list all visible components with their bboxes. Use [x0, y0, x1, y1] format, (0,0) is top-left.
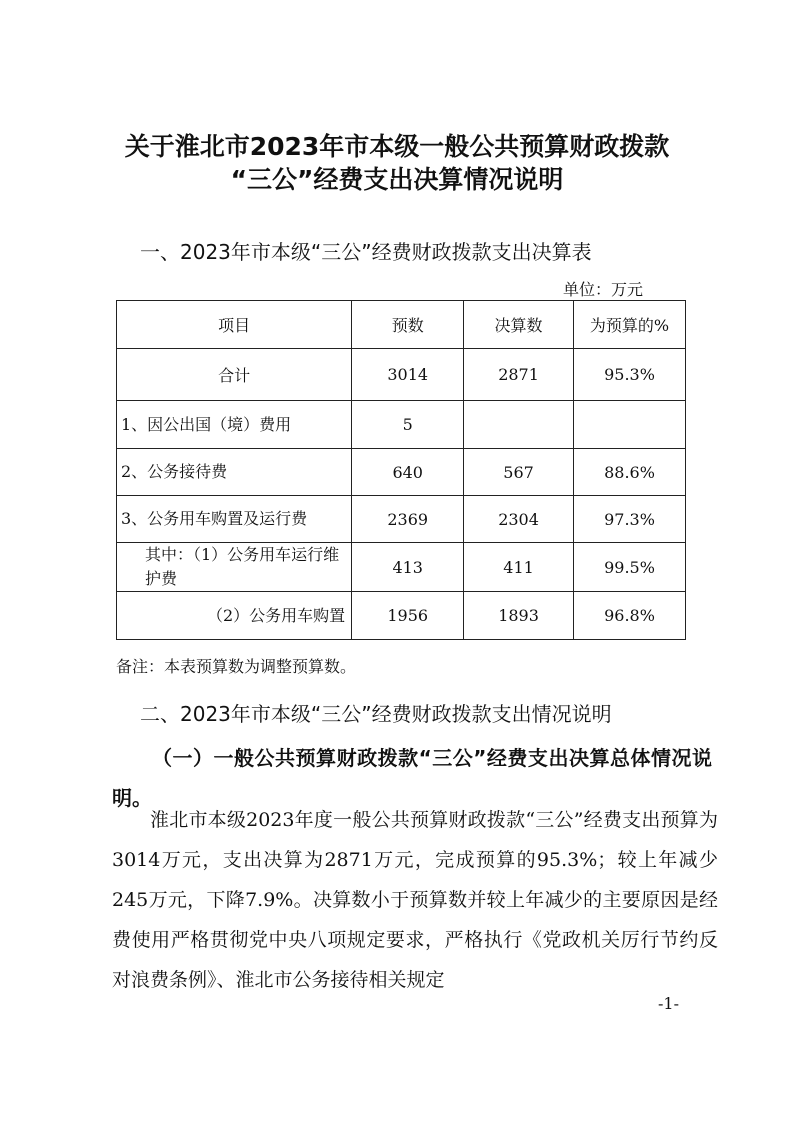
row-actual: [464, 401, 574, 449]
row-percent: 95.3%: [573, 349, 685, 401]
table-header-row: [117, 301, 686, 349]
table-row: [117, 349, 686, 401]
table-row: [117, 449, 686, 496]
header-budget: 预数: [352, 301, 464, 349]
row-actual: 2304: [464, 496, 574, 543]
row-actual: 411: [464, 543, 574, 592]
row-item: 2、公务接待费: [117, 449, 352, 496]
row-budget: 413: [352, 543, 464, 592]
section-2-heading: 二、2023年市本级“三公”经费财政拨款支出情况说明: [140, 702, 612, 726]
unit-label: 单位：万元: [563, 280, 644, 299]
row-item: 合计: [117, 349, 352, 401]
table-note: 备注：本表预算数为调整预算数。: [116, 657, 357, 676]
row-item: 1、因公出国（境）费用: [117, 401, 352, 449]
row-budget: 2369: [352, 496, 464, 543]
body-paragraph: 淮北市本级2023年度一般公共预算财政拨款“三公”经费支出预算为3014万元，支出决算为2871万元，完成预算的95.3%；较上年减少245万元，下降7.9%。决算数小于预算数并较上年减少的主要原因是经费使用严格贯彻党中央八项规定要求，严格执行《党政机关厉行节约反对浪费条例》、淮北市公务接待相关规定: [112, 809, 718, 991]
row-percent: 97.3%: [573, 496, 685, 543]
row-percent: 99.5%: [573, 543, 685, 592]
row-actual: 1893: [464, 592, 574, 640]
document-title-line-2: “三公”经费支出决算情况说明: [230, 165, 564, 194]
section-1-heading: 一、2023年市本级“三公”经费财政拨款支出决算表: [140, 240, 592, 264]
subsection-heading: （一）一般公共预算财政拨款“三公”经费支出决算总体情况说明。: [112, 746, 712, 810]
page-number: -1-: [658, 994, 679, 1013]
row-percent: [573, 401, 685, 449]
row-actual: 2871: [464, 349, 574, 401]
table-row: [117, 496, 686, 543]
table-row: [117, 592, 686, 640]
row-budget: 5: [352, 401, 464, 449]
row-item: 其中：（1）公务用车运行维护费: [117, 543, 352, 592]
budget-table: [116, 300, 686, 640]
header-percent: 为预算的%: [573, 301, 685, 349]
row-actual: 567: [464, 449, 574, 496]
table-row: [117, 401, 686, 449]
document-title-line-1: 关于淮北市2023年市本级一般公共预算财政拨款: [124, 132, 670, 161]
row-budget: 640: [352, 449, 464, 496]
row-budget: 3014: [352, 349, 464, 401]
row-budget: 1956: [352, 592, 464, 640]
row-percent: 96.8%: [573, 592, 685, 640]
table-row: [117, 543, 686, 592]
row-item: 3、公务用车购置及运行费: [117, 496, 352, 543]
header-actual: 决算数: [464, 301, 574, 349]
row-item: （2）公务用车购置: [117, 592, 352, 640]
row-percent: 88.6%: [573, 449, 685, 496]
header-item: 项目: [117, 301, 352, 349]
